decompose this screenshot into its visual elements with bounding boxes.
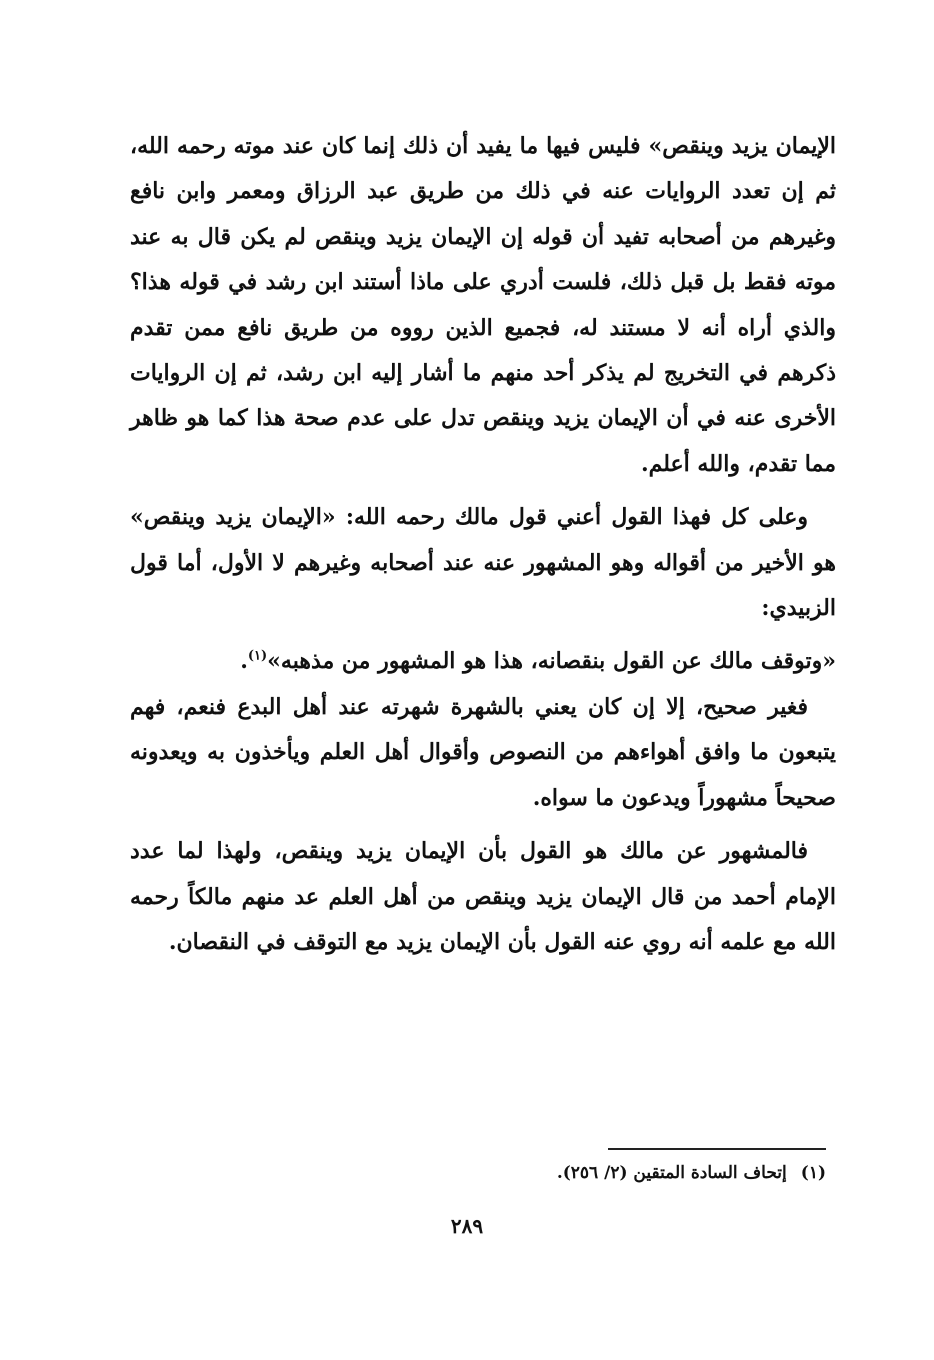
main-text [130, 124, 836, 965]
footnote-divider [608, 1148, 826, 1150]
footnote-reference[interactable]: (١) [247, 649, 268, 665]
paragraph-2: وعلى كل فهذا القول أعني قول مالك رحمه الله: «الإيمان يزيد وينقص» هو الأخير من أقواله وهو المشهور عنه عند أصحابه وغيرهم لا الأول، أما قول الزبيدي: [130, 504, 836, 622]
quotation-paragraph [130, 639, 836, 684]
paragraph-4: فالمشهور عن مالك هو القول بأن الإيمان يزيد وينقص، ولهذا لما عدد الإمام أحمد من قال الإيمان يزيد وينقص من أهل العلم عد منهم مالكاً رحمه الله مع علمه أنه روي عنه القول بأن الإيمان يزيد مع التوقف في النقصان. [130, 838, 836, 955]
page-number: ٢٨٩ [450, 1214, 484, 1238]
quotation-text: «وتوقف مالك عن القول بنقصانه، هذا هو المشهور من مذهبه» [267, 648, 836, 675]
footnote-text: إتحاف السادة المتقين (٢/ ٢٥٦). [556, 1163, 787, 1183]
paragraph-3: فغير صحيح، إلا إن كان يعني بالشهرة شهرته عند أهل البدع فنعم، فهم يتبعون ما وافق أهواءهم من النصوص وأقوال أهل العلم ويأخذون به ويعدونه صحيحاً مشهوراً ويدعون ما سواه. [130, 693, 836, 811]
paragraph-1: الإيمان يزيد وينقص» فليس فيها ما يفيد أن ذلك إنما كان عند موته رحمه الله، ثم إن تعدد الروايات عنه في ذلك من طريق عبد الرزاق ومعمر وابن نافع وغيرهم من أصحابه تفيد أن قوله إن الإيمان يزيد وينقص لم يكن قال به عند موته فقط بل قبل ذلك، فلست أدري على ماذا أستند ابن رشد في قوله هذا؟ والذي أراه أنه لا مستند له، فجميع الذين رووه من طريق نافع ممن تقدم ذكرهم في التخريج لم يذكر أحد منهم ما أشار إليه ابن رشد، ثم إن الروايات الأخرى عنه في أن الإيمان يزيد وينقص تدل على عدم صحة هذا كما هو ظاهر مما تقدم، والله أعلم. [130, 133, 836, 477]
quotation-end: . [240, 648, 248, 675]
footnote-number: (١) [800, 1163, 826, 1183]
footnote [226, 1160, 826, 1186]
